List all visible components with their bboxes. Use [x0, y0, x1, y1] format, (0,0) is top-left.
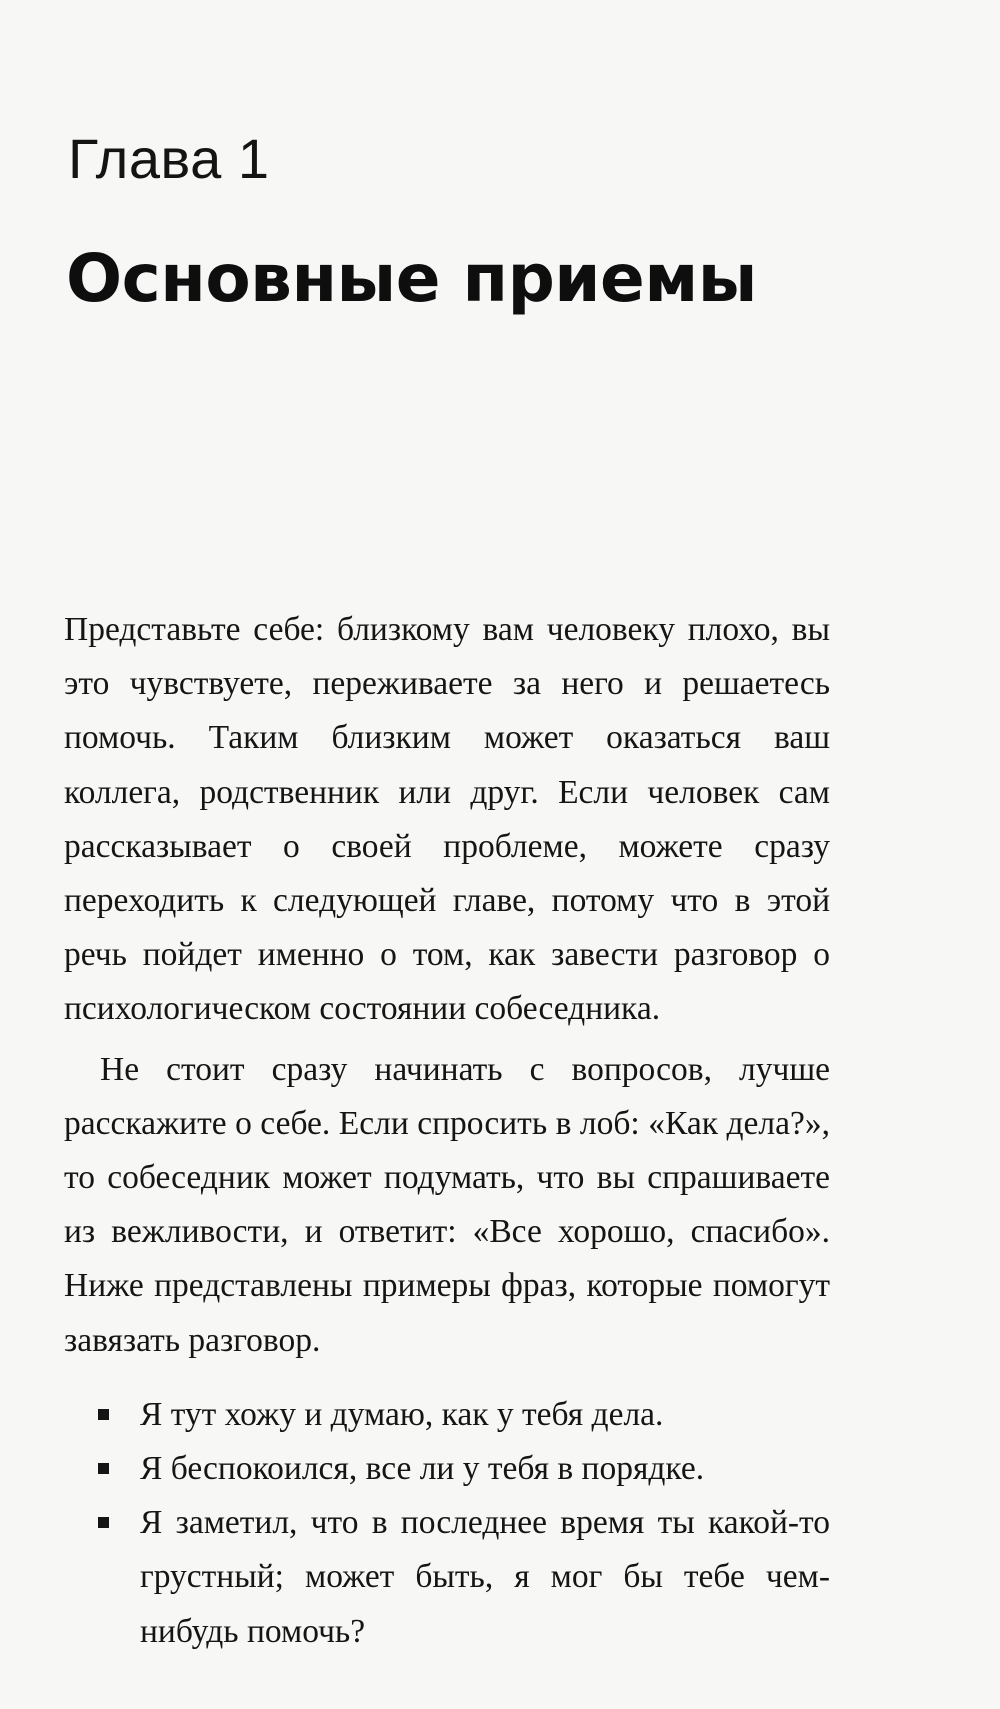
square-bullet-icon — [98, 1409, 109, 1420]
body-text — [64, 603, 830, 1659]
bullet-text: Я тут хожу и думаю, как у тебя дела. — [140, 1395, 664, 1433]
chapter-label: Глава 1 — [68, 127, 270, 190]
paragraph: Не стоит сразу начинать с вопросов, лучше расскажите о себе. Если спросить в лоб: «Как дела?», то собеседник может подумать, что вы спрашиваете из вежливости, и ответит: «Все хорошо, спасибо». Ниже представлены примеры фраз, которые помогут завязать разговор. — [64, 1050, 830, 1359]
bullet-text: Я беспокоился, все ли у тебя в порядке. — [140, 1450, 705, 1488]
bullet-list — [64, 1388, 830, 1659]
bullet-item — [64, 1388, 830, 1442]
square-bullet-icon — [98, 1517, 109, 1528]
bullet-item — [64, 1442, 830, 1496]
bullet-text: Я заметил, что в последнее время ты какой-то грустный; может быть, я мог бы тебе чем-нибудь помочь? — [140, 1504, 830, 1650]
paragraph: Представьте себе: близкому вам человеку плохо, вы это чувствуете, переживаете за него и решаетесь помочь. Таким близким может оказаться ваш коллега, родственник или друг. Если человек сам рассказывает о своей проблеме, можете сразу переходить к следующей главе, потому что в этой речь пойдет именно о том, как завести разговор о психологическом состоянии собеседника. — [64, 611, 830, 1028]
square-bullet-icon — [98, 1463, 109, 1474]
chapter-title: Основные приемы — [66, 240, 757, 317]
bullet-item — [64, 1496, 830, 1659]
